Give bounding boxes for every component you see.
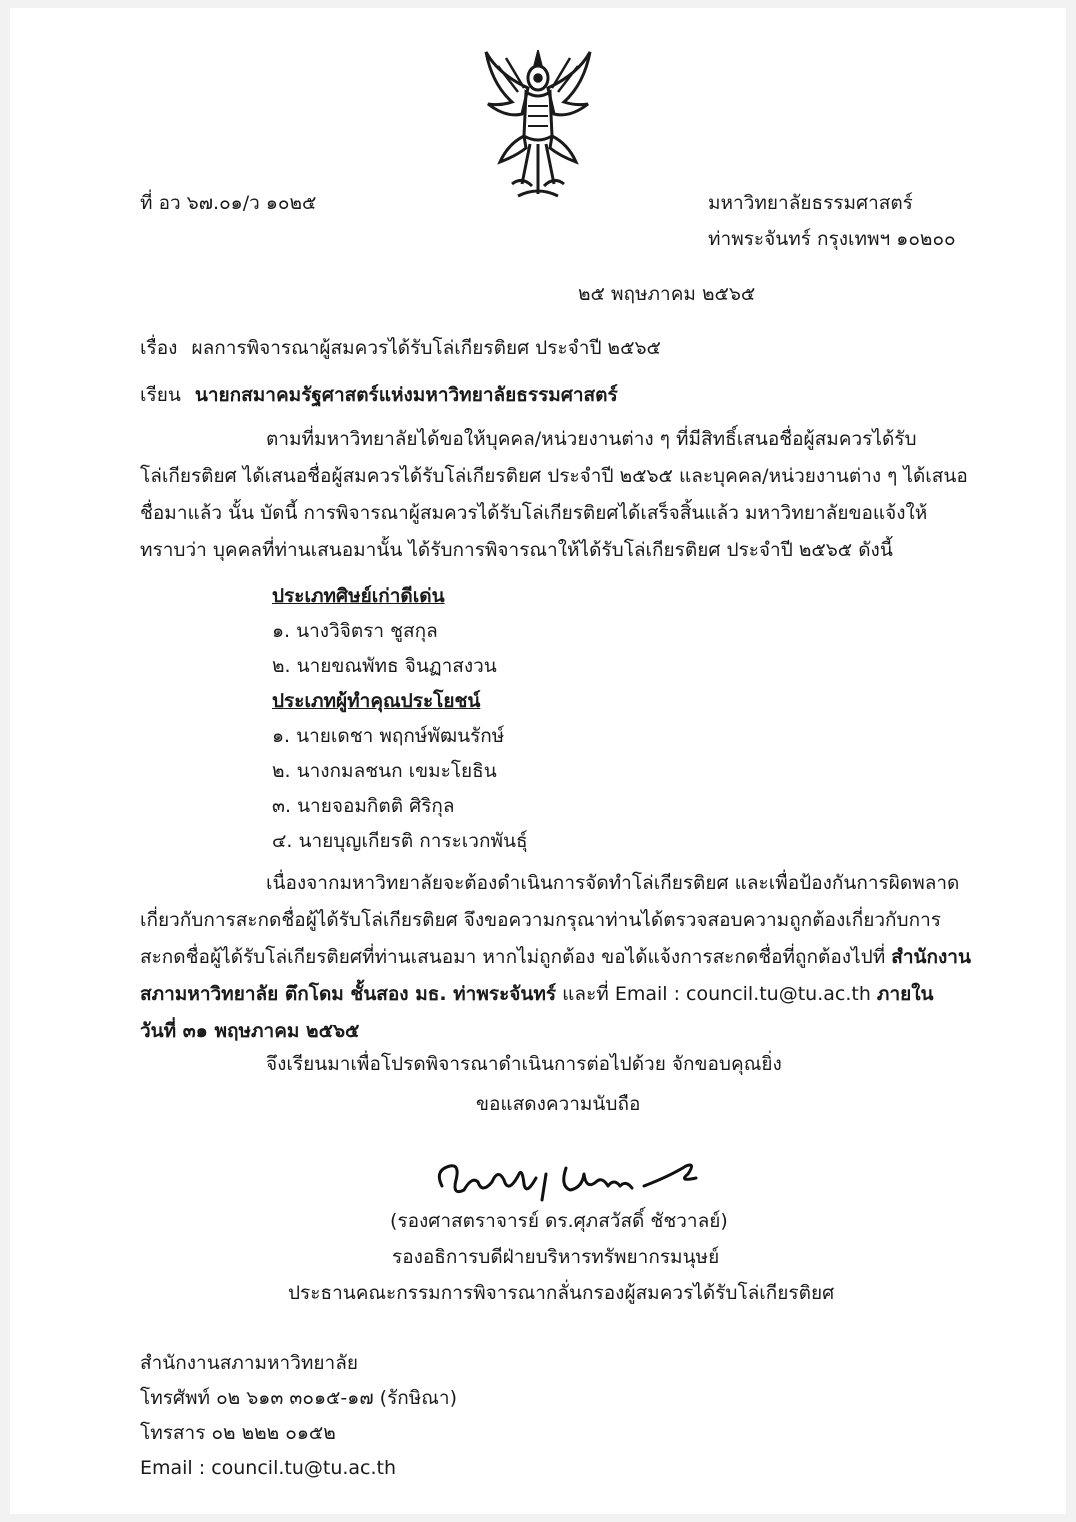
footer-office: สำนักงานสภามหาวิทยาลัย bbox=[140, 1352, 358, 1374]
closing-sentence: จึงเรียนมาเพื่อโปรดพิจารณาดำเนินการต่อไปด้วย จักขอบคุณยิ่ง bbox=[266, 1053, 782, 1075]
paragraph-line bbox=[140, 976, 980, 1013]
list-item: ๑. นางวิจิตรา ชูสกุล bbox=[272, 620, 438, 642]
category-title-alumni: ประเภทศิษย์เก่าดีเด่น bbox=[272, 585, 445, 607]
deadline-prefix-bold: ภายใน bbox=[876, 983, 934, 1005]
paragraph-line: ชื่อมาแล้ว นั้น บัดนี้ การพิจารณาผู้สมควรได้รับโล่เกียรติยศได้เสร็จสิ้นแล้ว มหาวิทยาลัยขอแจ้งให้ bbox=[140, 502, 928, 524]
signatory-position-1: รองอธิการบดีฝ่ายบริหารทรัพยากรมนุษย์ bbox=[392, 1246, 720, 1268]
body-paragraph-2 bbox=[140, 865, 980, 1050]
signatory-name: (รองศาสตราจารย์ ดร.ศุภสวัสดิ์ ชัชวาลย์) bbox=[390, 1210, 728, 1232]
garuda-emblem-icon bbox=[478, 44, 598, 204]
paragraph-line: เนื่องจากมหาวิทยาลัยจะต้องดำเนินการจัดทำโล่เกียรติยศ และเพื่อป้องกันการผิดพลาด bbox=[266, 872, 960, 894]
salutation: ขอแสดงความนับถือ bbox=[476, 1093, 641, 1115]
recipient-line bbox=[140, 382, 618, 408]
letter-page bbox=[10, 8, 1066, 1514]
list-item: ๓. นายจอมกิตติ ศิริกุล bbox=[272, 795, 455, 817]
list-item: ๒. นายขณพัทธ จินฏาสงวน bbox=[272, 655, 497, 677]
recipient-label: เรียน bbox=[140, 384, 181, 406]
email-text: และที่ Email : council.tu@tu.ac.th bbox=[556, 983, 877, 1005]
deadline-line: วันที่ ๓๑ พฤษภาคม ๒๕๖๕ bbox=[140, 1020, 360, 1042]
paragraph-line: ทราบว่า บุคคลที่ท่านเสนอมานั้น ได้รับการพิจารณาให้ได้รับโล่เกียรติยศ ประจำปี ๒๕๖๕ ดังนี้ bbox=[140, 539, 893, 561]
footer-phone: โทรศัพท์ ๐๒ ๖๑๓ ๓๐๑๕-๑๗ (รักษิณา) bbox=[140, 1387, 458, 1409]
list-item: ๑. นายเดชา พฤกษ์พัฒนรักษ์ bbox=[272, 725, 505, 747]
subject-label: เรื่อง bbox=[140, 337, 178, 359]
footer-fax: โทรสาร ๐๒ ๒๒๒ ๐๑๕๒ bbox=[140, 1422, 336, 1444]
list-item: ๔. นายบุญเกียรติ การะเวกพันธุ์ bbox=[272, 830, 528, 852]
signatory-position-2: ประธานคณะกรรมการพิจารณากลั่นกรองผู้สมควรได้รับโล่เกียรติยศ bbox=[288, 1282, 835, 1304]
office-location-bold: สภามหาวิทยาลัย ตึกโดม ชั้นสอง มธ. ท่าพระจันทร์ bbox=[140, 983, 557, 1005]
organization-name: มหาวิทยาลัยธรรมศาสตร์ bbox=[708, 192, 913, 214]
paragraph-line: เกี่ยวกับการสะกดชื่อผู้ได้รับโล่เกียรติยศ จึงขอความกรุณาท่านได้ตรวจสอบความถูกต้องเกี่ยวกับการ bbox=[140, 909, 941, 931]
subject-line bbox=[140, 335, 661, 361]
body-paragraph-1 bbox=[140, 421, 980, 569]
recipient-text: นายกสมาคมรัฐศาสตร์แห่งมหาวิทยาลัยธรรมศาสตร์ bbox=[194, 384, 618, 406]
paragraph-line: ตามที่มหาวิทยาลัยได้ขอให้บุคคล/หน่วยงานต่าง ๆ ที่มีสิทธิ์เสนอชื่อผู้สมควรได้รับ bbox=[266, 428, 917, 450]
paragraph-line bbox=[140, 939, 980, 976]
letter-date: ๒๕ พฤษภาคม ๒๕๖๕ bbox=[578, 283, 756, 305]
reference-number: ที่ อว ๖๗.๐๑/ว ๑๐๒๕ bbox=[140, 192, 317, 214]
category-title-contributors: ประเภทผู้ทำคุณประโยชน์ bbox=[272, 690, 481, 712]
footer-email: Email : council.tu@tu.ac.th bbox=[140, 1457, 397, 1479]
paragraph-text: สะกดชื่อผู้ได้รับโล่เกียรติยศที่ท่านเสนอมา หากไม่ถูกต้อง ขอได้แจ้งการสะกดชื่อที่ถูกต้องไปที่ bbox=[140, 946, 892, 968]
paragraph-line: โล่เกียรติยศ ได้เสนอชื่อผู้สมควรได้รับโล่เกียรติยศ ประจำปี ๒๕๖๕ และบุคคล/หน่วยงานต่าง ๆ ได้เสนอ bbox=[140, 465, 968, 487]
organization-address: ท่าพระจันทร์ กรุงเทพฯ ๑๐๒๐๐ bbox=[708, 228, 956, 250]
signature-icon bbox=[420, 1146, 710, 1206]
subject-text: ผลการพิจารณาผู้สมควรได้รับโล่เกียรติยศ ประจำปี ๒๕๖๕ bbox=[191, 337, 661, 359]
list-item: ๒. นางกมลชนก เขมะโยธิน bbox=[272, 760, 497, 782]
office-name-bold: สำนักงาน bbox=[891, 946, 971, 968]
